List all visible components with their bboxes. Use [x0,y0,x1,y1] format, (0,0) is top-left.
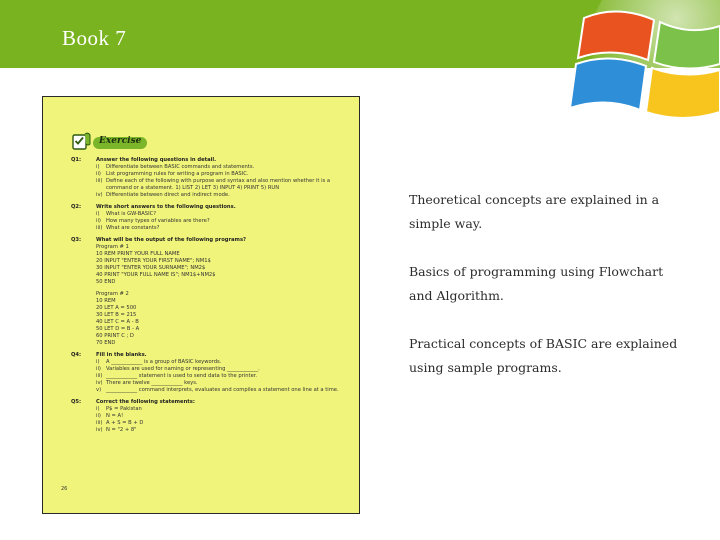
program-label: Program # 2 [96,291,129,297]
question-item: ii) List programming rules for writing a program in BASIC. [96,171,249,177]
question-item: iv) Differentiate between direct and indirect mode. [96,192,230,198]
windows-logo-icon [562,0,720,144]
question-row: Q1: Answer the following questions in detail. [71,157,217,163]
question-item: iv) There are twelve ____________ keys. [96,380,198,386]
question-item: ii) How many types of variables are there? [96,218,210,224]
question-item: i) P$ = Pakistan [96,406,142,412]
question-item: iii) What are constants? [96,225,160,231]
question-row: Q2: Write short answers to the following questions. [71,204,236,210]
page-number: 26 [61,486,68,492]
feature-item: Basics of programming using Flowchart and Algorithm. [409,264,664,303]
program-line: 10 REM PRINT YOUR FULL NAME [96,251,180,257]
feature-item: Theoretical concepts are explained in a simple way. [409,192,660,231]
question-item: i) A ____________ is a group of BASIC keywords. [96,359,222,365]
checklist-hand-icon [71,131,93,151]
program-line: 20 INPUT "ENTER YOUR FIRST NAME"; NM1$ [96,258,211,264]
question-item: iii) ____________ statement is used to send data to the printer. [96,373,258,379]
program-line: 20 LET A = 500 [96,305,137,311]
question-item: ii) N = A! [96,413,124,419]
program-line: 30 LET B = 215 [96,312,137,318]
question-item: i) Differentiate between BASIC commands and statements. [96,164,255,170]
program-line: 50 LET D = B - A [96,326,140,332]
question-row: Q3: What will be the output of the following programs? [71,237,247,243]
question-item: iv) N = "2 + 8" [96,427,137,433]
slide-title: Book 7 [62,26,127,50]
program-line: 70 END [96,340,116,346]
exercise-heading [71,135,151,151]
program-line: 40 PRINT "YOUR FULL NAME IS"; NM1$+NM2$ [96,272,216,278]
program-line: 50 END [96,279,116,285]
program-line: 30 INPUT "ENTER YOUR SURNAME"; NM2$ [96,265,206,271]
question-item: command or a statement. 1) LIST 2) LET 3) INPUT 4) PRINT 5) RUN [106,185,280,191]
program-line: 10 REM [96,298,116,304]
program-line: 60 PRINT C ; D [96,333,134,339]
feature-list [409,188,679,404]
question-row: Q5: Correct the following statements: [71,399,195,405]
exercise-label: Exercise [99,136,142,146]
program-label: Program # 1 [96,244,129,250]
question-item: ii) Variables are used for naming or representing ____________. [96,366,260,372]
feature-item: Practical concepts of BASIC are explained using sample programs. [409,336,678,375]
question-item: v) ____________ command interprets, evaluates and compiles a statement one line at a time. [96,387,339,393]
question-row: Q4: Fill in the blanks. [71,352,147,358]
program-line: 40 LET C = A - B [96,319,139,325]
question-item: iii) A + S = B + D [96,420,144,426]
exercise-content [71,157,353,434]
question-item: iii) Define each of the following with purpose and syntax and also mention whether it is a [96,178,331,184]
question-item: i) What is GW-BASIC? [96,211,157,217]
textbook-page-image [42,96,360,514]
